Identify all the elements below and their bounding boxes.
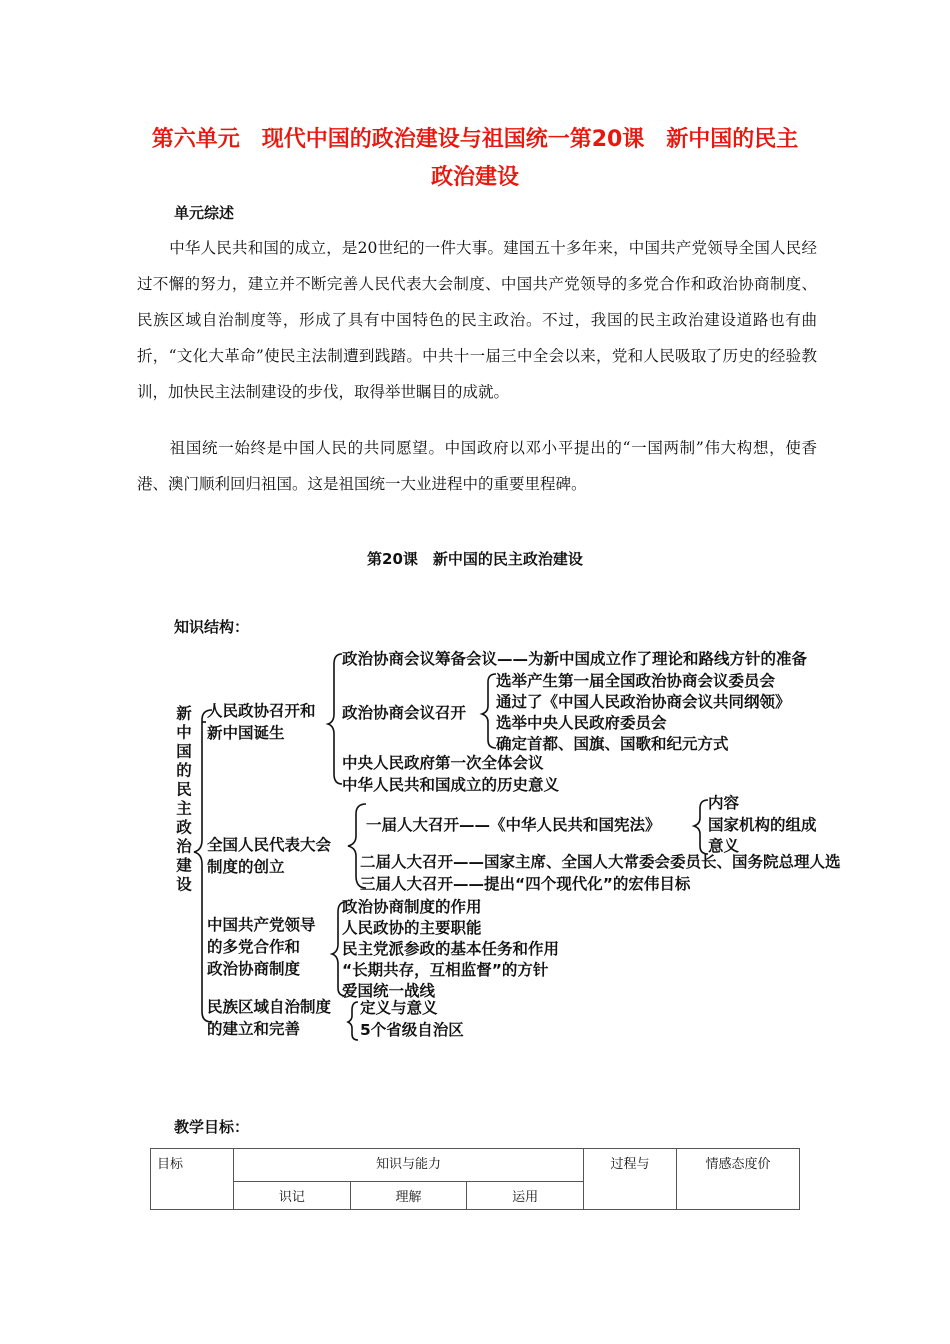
table-cell-emotion: 情感态度价 — [677, 1149, 800, 1210]
branch3-label-line2: 的多党合作和 — [207, 938, 301, 956]
branch4-item2: 5个省级自治区 — [360, 1021, 464, 1039]
root-char: 设 — [176, 875, 192, 894]
table-cell-target: 目标 — [151, 1149, 234, 1210]
branch3-item5: 爱国统一战线 — [342, 982, 436, 1000]
branch2-item2: 二届人大召开——国家主席、全国人大常委会委员长、国务院总理人选 — [360, 853, 841, 871]
root-char: 治 — [176, 837, 192, 856]
branch1-sub2: 通过了《中国人民政治协商会议共同纲领》 — [496, 693, 791, 711]
document-title-line2: 政治建设 — [430, 165, 519, 190]
branch1-sub1: 选举产生第一届全国政治协商会议委员会 — [496, 672, 776, 690]
root-char: 政 — [176, 818, 192, 837]
branch2-sub1: 内容 — [708, 794, 740, 812]
branch3-label-line3: 政治协商制度 — [207, 960, 301, 978]
lesson-title: 第20课 新中国的民主政治建设 — [367, 550, 583, 568]
teaching-goals-table — [150, 1148, 800, 1210]
table-cell-recall: 识记 — [234, 1182, 351, 1210]
branch1-item3: 中央人民政府第一次全体会议 — [342, 754, 544, 772]
branch1-sub3: 选举中央人民政府委员会 — [496, 714, 667, 732]
knowledge-structure-heading: 知识结构： — [174, 618, 250, 636]
branch3-item3: 民主党派参政的基本任务和作用 — [342, 940, 560, 958]
branch1-item4: 中华人民共和国成立的历史意义 — [342, 776, 560, 794]
branch2-sub3: 意义 — [708, 837, 740, 855]
root-char: 民 — [176, 780, 192, 799]
unit-overview-paragraph-1: 中华人民共和国的成立，是20世纪的一件大事。建国五十多年来，中国共产党领导全国人民经过不懈的努力，建立并不断完善人民代表大会制度、中国共产党领导的多党合作和政治协商制度、民族区域自治制度等，形成了具有中国特色的民主政治。不过，我国的民主政治建设道路也有曲折，“文化大革命”使民主法制遭到践踏。中共十一届三中全会以来，党和人民吸取了历史的经验教训，加快民主法制建设的步伐，取得举世瞩目的成就。 — [137, 239, 817, 401]
branch2-sub-brace — [694, 800, 708, 854]
branch2-sub2: 国家机构的组成 — [708, 816, 817, 834]
table-cell-understand: 理解 — [350, 1182, 467, 1210]
root-char: 建 — [176, 856, 192, 875]
branch1-sub4: 确定首都、国旗、国歌和纪元方式 — [496, 735, 729, 753]
branch3-label-line1: 中国共产党领导 — [207, 916, 316, 934]
table-cell-process: 过程与 — [584, 1149, 677, 1210]
branch1-item1: 政治协商会议筹备会议——为新中国成立作了理论和路线方针的准备 — [342, 650, 808, 668]
branch3-item4: “长期共存，互相监督”的方针 — [342, 961, 549, 979]
root-char: 的 — [176, 761, 192, 780]
svg-text:新中国的民主政治建设 — [176, 704, 192, 894]
branch1-label-line1: 人民政协召开和 — [207, 702, 316, 720]
branch1-sub-brace — [482, 674, 496, 748]
table-row — [151, 1149, 800, 1182]
branch2-label-line2: 制度的创立 — [207, 858, 285, 876]
root-char: 主 — [176, 799, 192, 818]
table-cell-apply: 运用 — [467, 1182, 584, 1210]
document-title-line1: 第六单元 现代中国的政治建设与祖国统一第20课 新中国的民主 — [151, 127, 799, 152]
unit-overview-heading: 单元综述 — [174, 204, 235, 222]
branch2-item1: 一届人大召开——《中华人民共和国宪法》 — [366, 816, 661, 834]
branch1-item2: 政治协商会议召开 — [342, 704, 467, 722]
branch3-item1: 政治协商制度的作用 — [342, 898, 482, 916]
branch4-item1: 定义与意义 — [360, 999, 438, 1017]
branch4-label-line2: 的建立和完善 — [207, 1020, 301, 1038]
branch1-label-line2: 新中国诞生 — [207, 724, 285, 742]
root-char: 国 — [176, 742, 192, 761]
knowledge-structure-diagram — [160, 640, 920, 1060]
root-char: 中 — [176, 723, 192, 742]
branch4-brace — [348, 1002, 358, 1040]
root-label — [176, 704, 192, 894]
branch3-item2: 人民政协的主要职能 — [342, 919, 482, 937]
teaching-goals-heading: 教学目标： — [174, 1118, 250, 1136]
branch2-label-line1: 全国人民代表大会 — [207, 836, 332, 854]
table-cell-knowledge: 知识与能力 — [234, 1149, 584, 1182]
branch4-label-line1: 民族区域自治制度 — [207, 998, 332, 1016]
root-char: 新 — [176, 704, 192, 723]
branch1-brace — [328, 654, 342, 784]
unit-overview-paragraph-2: 祖国统一始终是中国人民的共同愿望。中国政府以邓小平提出的“一国两制”伟大构想，使香港、澳门顺利回归祖国。这是祖国统一大业进程中的重要里程碑。 — [137, 439, 817, 493]
branch2-item3: 三届人大召开——提出“四个现代化”的宏伟目标 — [360, 875, 691, 893]
